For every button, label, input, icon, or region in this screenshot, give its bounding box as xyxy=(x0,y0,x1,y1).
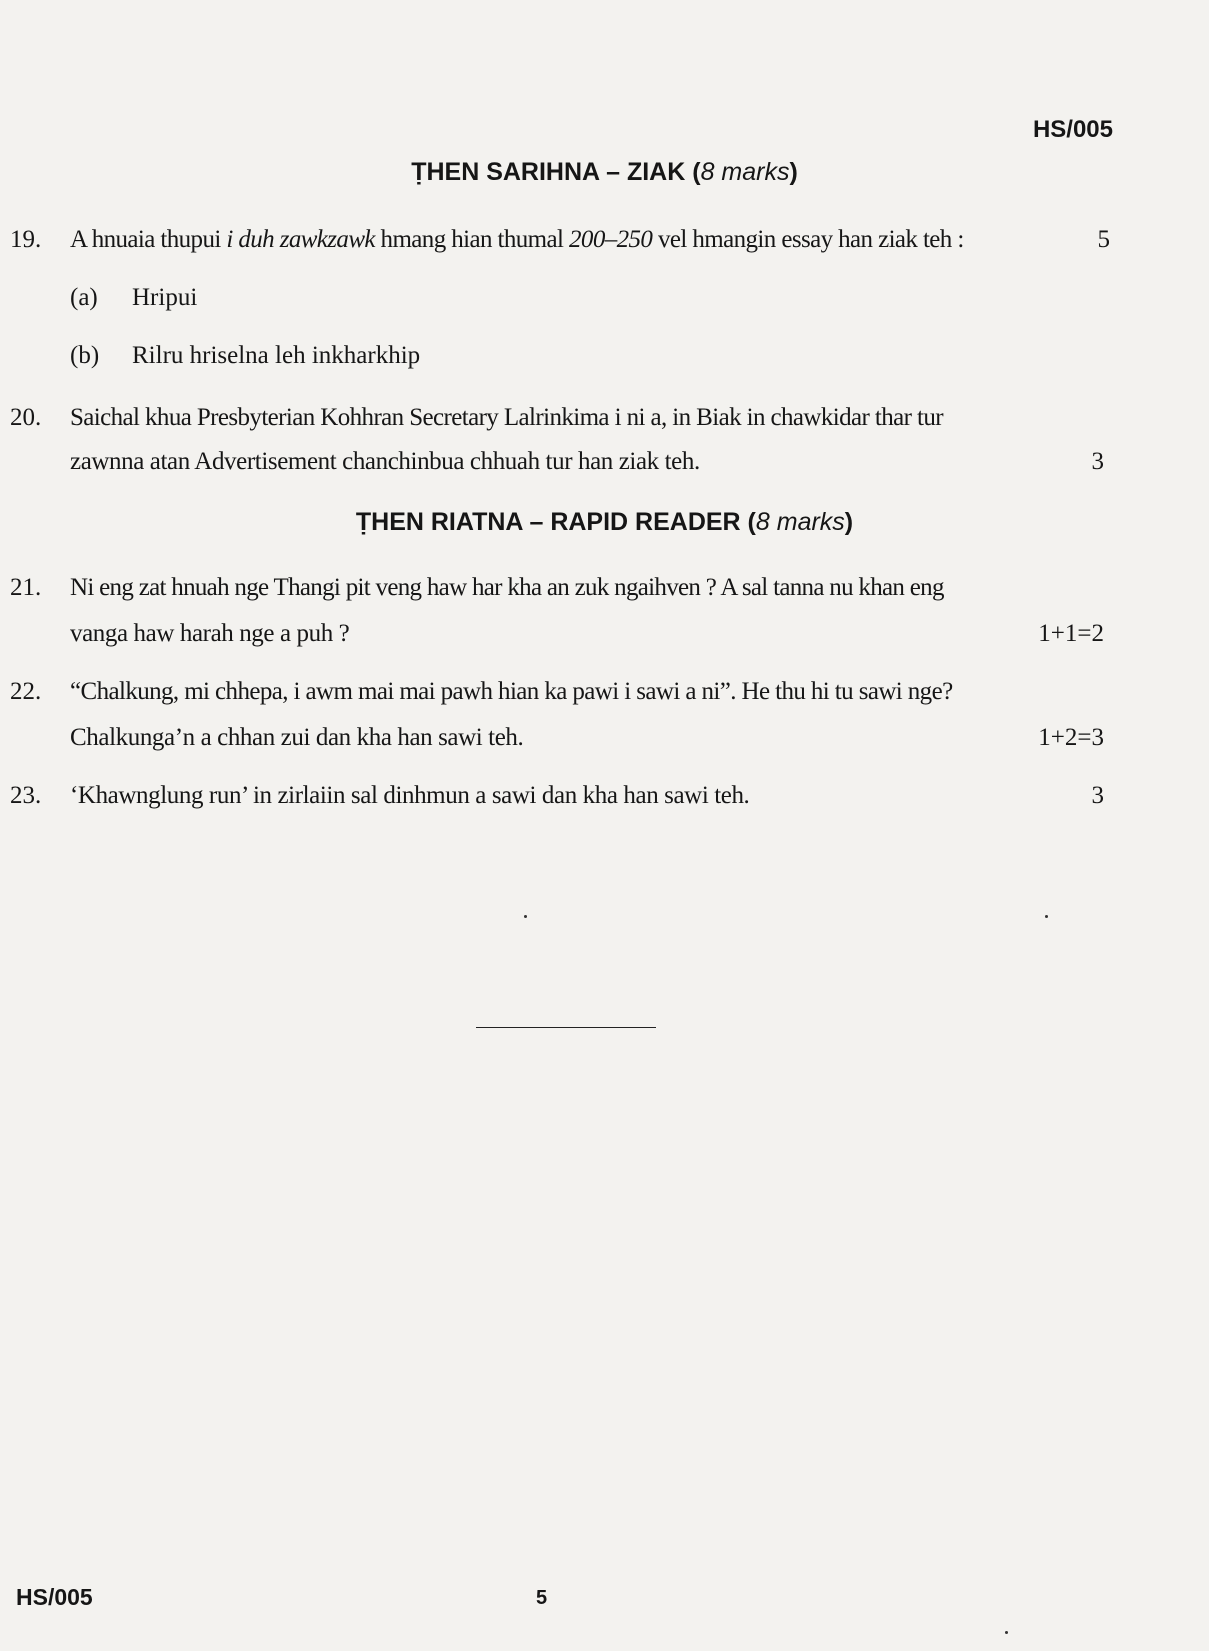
question-marks: 3 xyxy=(1091,448,1104,475)
paper-code-bottom: HS/005 xyxy=(16,1584,93,1610)
section-heading-ziak: ṬHEN SARIHNA – ZIAK (8 marks) xyxy=(411,158,798,186)
page-number: 5 xyxy=(536,1587,548,1609)
scan-speck xyxy=(1045,915,1048,918)
scan-speck xyxy=(524,915,527,918)
question-marks: 1+1=2 xyxy=(1038,620,1104,647)
paper-code-top: HS/005 xyxy=(1032,116,1113,143)
scan-speck xyxy=(1005,1631,1008,1634)
question-marks: 3 xyxy=(1091,782,1104,809)
section-heading-rapid-reader: ṬHEN RIATNA – RAPID READER (8 marks) xyxy=(355,508,854,536)
option-b: (b) Rilru hriselna leh inkharkhip xyxy=(70,342,421,369)
end-rule xyxy=(476,1027,656,1028)
option-a: (a) Hripui xyxy=(70,284,198,311)
question-marks: 5 xyxy=(1097,226,1110,253)
question-marks: 1+2=3 xyxy=(1038,724,1104,751)
exam-page: HS/005 ṬHEN SARIHNA – ZIAK (8 marks) 19. A hnuaia thupui i duh zawkzawk hmang hian thumal 200–250 vel hmangin essay han ziak teh : 5 (a) Hripui (b) Rilru hriselna leh inkharkhip 20. Saichal khua Presbyterian Kohhran Secretary Lalrinkima i ni a, in Biak in chawkidar thar tur zawnna atan Advertisement chanchinbua chhuah tur han ziak teh. 3 ṬHEN RIATNA – RAPID READER (8 marks) 21. Ni eng zat hnuah nge Thangi pit veng haw har kha an zuk ngaihven ? A sal tanna nu khan eng vanga haw harah nge a puh ? 1+1=2 22. “Chalkung, mi chhepa, i awm mai mai pawh hian ka pawi i sawi a ni”. He thu hi tu sawi nge? Chalkunga’n a chhan zui dan kha han sawi teh. 1+2=3 23. ‘Khawnglung run’ in zirlaiin sal dinhmun a sawi dan kha han sawi teh. 3 HS/005 5 xyxy=(0,0,1209,1651)
